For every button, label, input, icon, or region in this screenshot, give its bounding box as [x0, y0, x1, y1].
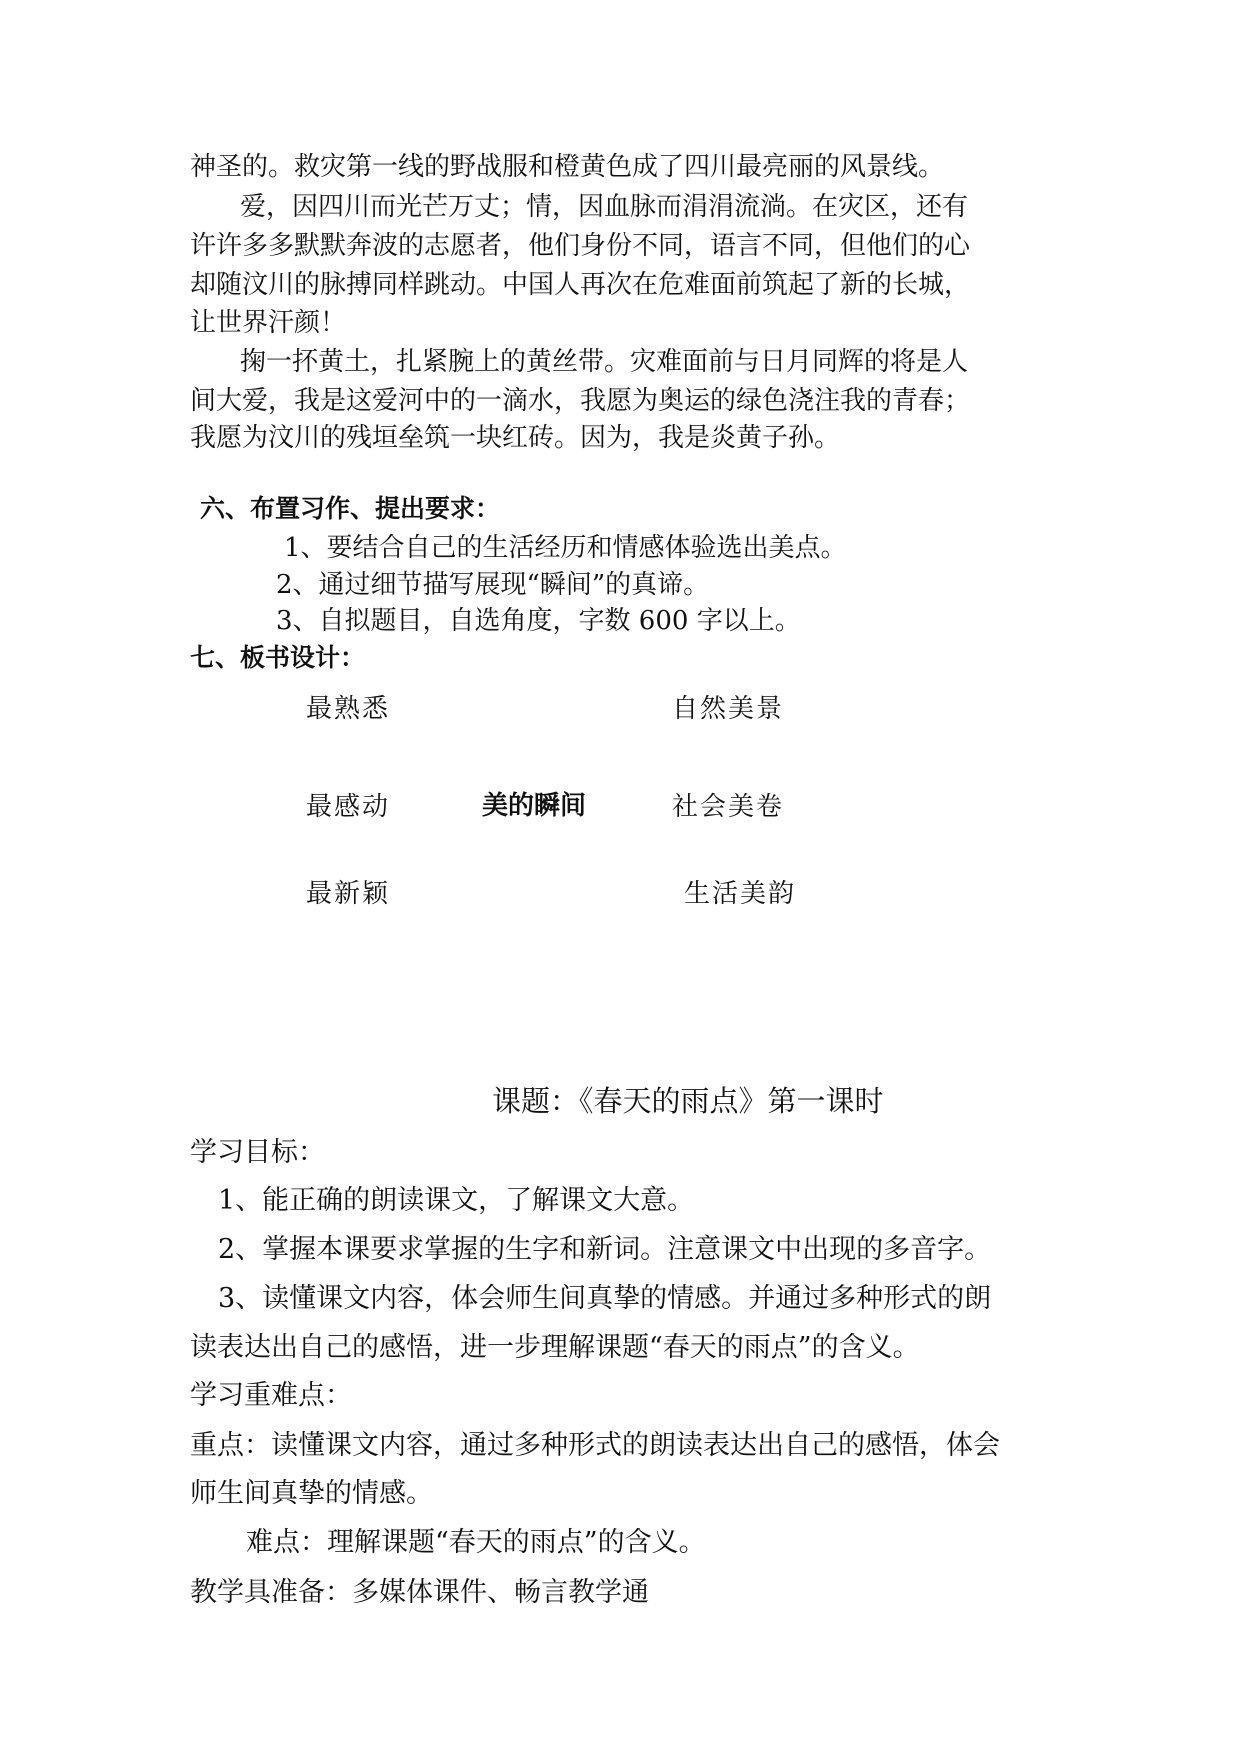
board-right-item: 生活美韵 — [684, 879, 797, 909]
objective-item: 1、能正确的朗读课文，了解课文大意。 — [218, 1185, 695, 1216]
board-center-title: 美的瞬间 — [482, 791, 587, 821]
board-left-item: 最熟悉 — [306, 694, 391, 724]
objectives-label: 学习目标： — [190, 1137, 325, 1168]
lesson-title: 课题：《春天的雨点》第一课时 — [492, 1084, 884, 1118]
passage-line: 我愿为汶川的残垣垒筑一块红砖。因为，我是炎黄子孙。 — [190, 423, 841, 453]
objective-item: 2、掌握本课要求掌握的生字和新词。注意课文中出现的多音字。 — [218, 1234, 992, 1265]
passage-line: 神圣的。救灾第一线的野战服和橙黄色成了四川最亮丽的风景线。 — [190, 152, 945, 182]
requirement-item: 3、自拟题目，自选角度，字数 600 字以上。 — [276, 606, 801, 636]
passage-line: 却随汶川的脉搏同样跳动。中国人再次在危难面前筑起了新的长城， — [190, 270, 971, 300]
passage-line: 让世界汗颜！ — [190, 308, 347, 338]
teaching-tools: 教学具准备：多媒体课件、畅言教学通 — [190, 1577, 649, 1608]
board-right-item: 社会美卷 — [672, 792, 785, 822]
difficulty-point: 难点：理解课题“春天的雨点”的含义。 — [246, 1527, 706, 1558]
passage-line: 间大爱，我是这爱河中的一滴水，我愿为奥运的绿色浇注我的青春； — [190, 386, 971, 416]
requirement-item: 1、要结合自己的生活经历和情感体验选出美点。 — [284, 533, 847, 563]
board-left-item: 最新颖 — [306, 879, 391, 909]
board-right-item: 自然美景 — [672, 694, 785, 724]
passage-line: 许许多多默默奔波的志愿者，他们身份不同，语言不同，但他们的心 — [190, 231, 971, 261]
requirement-item: 2、通过细节描写展现“瞬间”的真谛。 — [276, 570, 710, 600]
objective-item: 读表达出自己的感悟，进一步理解课题“春天的雨点”的含义。 — [190, 1332, 920, 1363]
key-point: 重点：读懂课文内容，通过多种形式的朗读表达出自己的感悟，体会 — [190, 1430, 1000, 1461]
section-heading: 七、板书设计： — [190, 643, 366, 672]
section-heading: 六、布置习作、提出要求： — [200, 494, 501, 523]
objective-item: 3、读懂课文内容，体会师生间真挚的情感。并通过多种形式的朗 — [218, 1283, 992, 1314]
passage-line: 爱，因四川而光芒万丈；情，因血脉而涓涓流淌。在灾区，还有 — [240, 192, 969, 222]
board-left-item: 最感动 — [306, 792, 391, 822]
key-label: 学习重难点： — [190, 1380, 352, 1411]
passage-line: 掬一抔黄土，扎紧腕上的黄丝带。灾难面前与日月同辉的将是人 — [240, 347, 969, 377]
key-point: 师生间真挚的情感。 — [190, 1478, 433, 1509]
